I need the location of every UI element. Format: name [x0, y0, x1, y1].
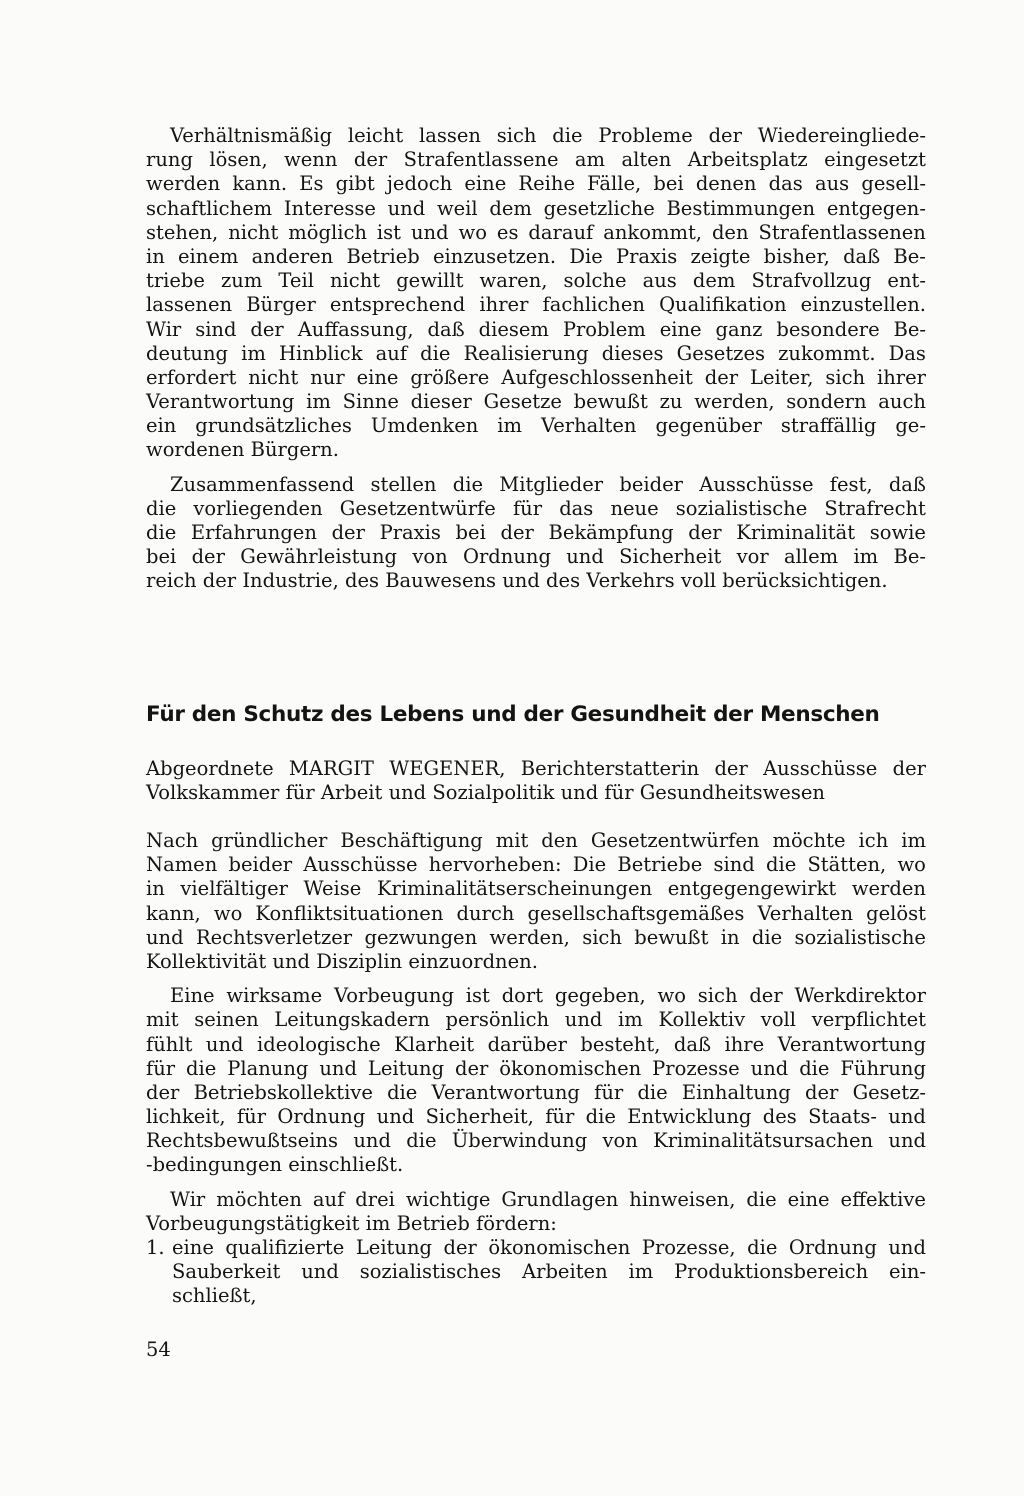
text-line: Eine wirksame Vorbeugung ist dort gegeben, wo sich der Werkdirektor — [170, 984, 926, 1008]
text-line: für die Planung und Leitung der ökonomischen Prozesse und die Führung — [146, 1056, 926, 1080]
list-item-text — [172, 1236, 926, 1309]
text-line: bei der Gewährleistung von Ordnung und Sicherheit vor allem im Be- — [146, 545, 926, 569]
text-line: kann, wo Konfliktsituationen durch gesellschaftsgemäßes Verhalten gelöst — [146, 901, 926, 925]
text-line: reich der Industrie, des Bauwesens und des Verkehrs voll berücksichtigen. — [146, 569, 888, 593]
body-text-top — [146, 124, 926, 594]
text-line: Vorbeugungstätigkeit im Betrieb fördern: — [146, 1211, 557, 1235]
paragraph — [146, 829, 926, 974]
text-line: -bedingungen einschließt. — [146, 1153, 404, 1177]
text-line: werden kann. Es gibt jedoch eine Reihe Fälle, bei denen das aus gesell- — [146, 172, 926, 196]
text-line: Nach gründlicher Beschäftigung mit den Gesetzentwürfen möchte ich im — [146, 829, 926, 852]
text-line: die Erfahrungen der Praxis bei der Bekämpfung der Kriminalität sowie — [146, 521, 926, 544]
text-line: Zusammenfassend stellen die Mitglieder beider Ausschüsse fest, daß — [170, 472, 926, 496]
text-line: mit seinen Leitungskadern persönlich und im Kollektiv voll verpflichtet — [146, 1008, 926, 1032]
text-line: Namen beider Ausschüsse hervorheben: Die Betriebe sind die Stätten, wo — [146, 853, 926, 877]
text-line: lichkeit, für Ordnung und Sicherheit, für die Entwicklung des Staats- und — [146, 1105, 926, 1129]
paragraph — [146, 1188, 926, 1236]
section-heading: Für den Schutz des Lebens und der Gesundheit der Menschen — [146, 702, 880, 727]
text-line: Wir möchten auf drei wichtige Grundlagen hinweisen, die eine effektive — [170, 1187, 926, 1211]
text-line: Abgeordnete MARGIT WEGENER, Berichterstatterin der Ausschüsse der — [146, 757, 926, 780]
text-line: in einem anderen Betrieb einzusetzen. Die Praxis zeigte bisher, daß Be- — [146, 244, 926, 268]
text-line: eine qualifizierte Leitung der ökonomischen Prozesse, die Ordnung und — [172, 1236, 926, 1259]
paragraph — [146, 984, 926, 1178]
text-line: rung lösen, wenn der Strafentlassene am alten Arbeitsplatz eingesetzt — [146, 148, 926, 172]
text-line: fühlt und ideologische Klarheit darüber besteht, daß ihre Verantwortung — [146, 1032, 926, 1056]
text-line: Volkskammer für Arbeit und Sozialpolitik und für Gesundheitswesen — [146, 781, 825, 805]
speaker-attribution — [146, 757, 926, 805]
text-line: Rechtsbewußtseins und die Überwindung von Kriminalitätsursachen und — [146, 1129, 926, 1153]
text-line: triebe zum Teil nicht gewillt waren, solche aus dem Strafvollzug ent- — [146, 269, 926, 293]
paragraph — [146, 124, 926, 463]
text-line: und Rechtsverletzer gezwungen werden, sich bewußt in die sozialistische — [146, 925, 926, 949]
text-line: Verhältnismäßig leicht lassen sich die Probleme der Wiedereingliede- — [170, 124, 926, 147]
body-text-bottom — [146, 829, 926, 1236]
text-line: stehen, nicht möglich ist und wo es darauf ankommt, den Strafentlassenen — [146, 220, 926, 244]
text-line: erfordert nicht nur eine größere Aufgeschlossenheit der Leiter, sich ihrer — [146, 365, 926, 389]
text-line: Sauberkeit und sozialistisches Arbeiten im Produktionsbereich ein- — [172, 1260, 926, 1284]
text-line: Wir sind der Auffassung, daß diesem Problem eine ganz besondere Be- — [146, 317, 926, 341]
paragraph — [146, 473, 926, 594]
text-line: Kollektivität und Disziplin einzuordnen. — [146, 949, 538, 973]
text-line: der Betriebskollektive die Verantwortung für die Einhaltung der Gesetz- — [146, 1080, 926, 1104]
text-line: deutung im Hinblick auf die Realisierung dieses Gesetzes zukommt. Das — [146, 341, 926, 365]
text-line: die vorliegenden Gesetzentwürfe für das neue sozialistische Strafrecht — [146, 496, 926, 520]
text-line: schaftlichem Interesse und weil dem gesetzliche Bestimmungen entgegen- — [146, 196, 926, 220]
text-line: schließt, — [172, 1284, 257, 1308]
text-line: in vielfältiger Weise Kriminalitätserscheinungen entgegengewirkt werden — [146, 877, 926, 901]
text-line: wordenen Bürgern. — [146, 438, 339, 462]
page-number: 54 — [146, 1338, 171, 1361]
text-line: Verantwortung im Sinne dieser Gesetze bewußt zu werden, sondern auch — [146, 390, 926, 414]
text-line: lassenen Bürger entsprechend ihrer fachlichen Qualifikation einzustellen. — [146, 293, 926, 317]
list-number: 1. — [146, 1236, 165, 1259]
text-line: ein grundsätzliches Umdenken im Verhalten gegenüber straffällig ge- — [146, 414, 926, 438]
